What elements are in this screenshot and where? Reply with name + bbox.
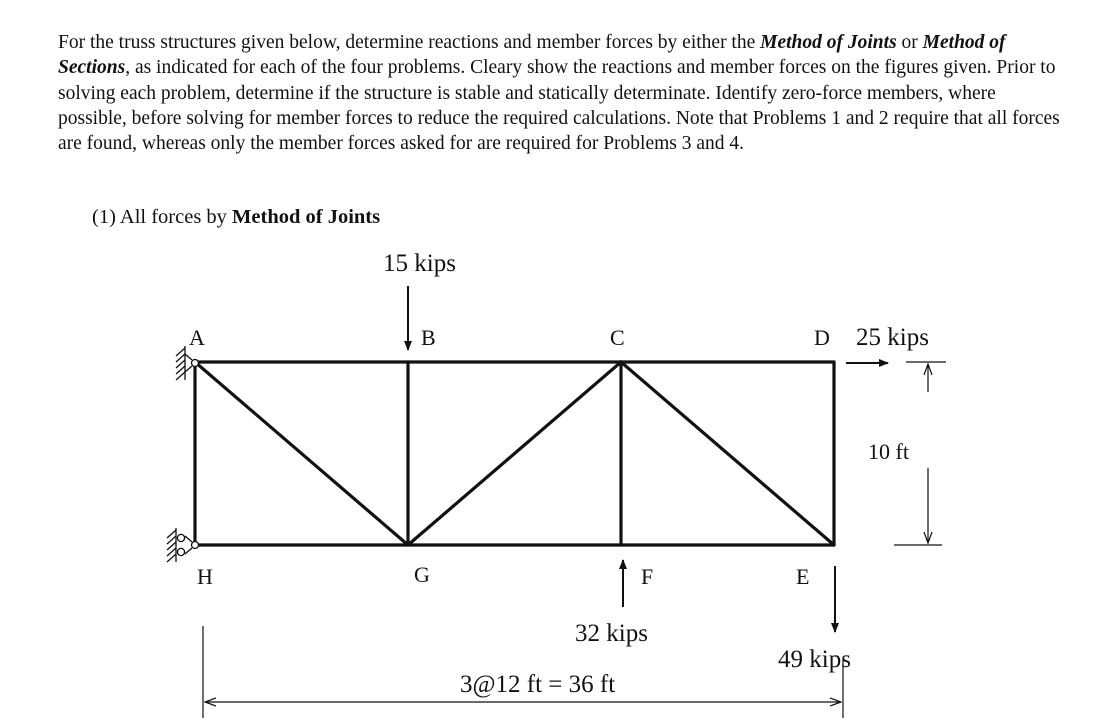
node-label-c: C [610, 325, 625, 350]
node-label-g: G [414, 562, 430, 587]
method-of-joints-label: Method of Joints [760, 32, 897, 53]
load-label-e: 49 kips [778, 646, 851, 673]
node-label-h: H [197, 564, 213, 589]
load-label-f: 32 kips [575, 620, 648, 647]
node-label-e: E [796, 564, 810, 589]
span-label: 3@12 ft = 36 ft [460, 671, 616, 698]
member-gc [408, 362, 621, 545]
problem-1-method: Method of Joints [232, 206, 381, 228]
load-label-b: 15 kips [383, 250, 456, 277]
node-label-b: B [421, 325, 436, 350]
member-ce [621, 362, 834, 545]
node-label-f: F [641, 564, 654, 589]
node-label-d: D [814, 325, 830, 350]
intro-text-3: , as indicated for each of the four problems. Cleary show the reactions and member forces on the figures given. Prior to solving each problem, determine if the structure is stable and statically determinate. Identify zero-force members, where possible, before solving for member forces to reduce the required calculations. Note that Problems 1 and 2 require that all forces are found, whereas only the member forces asked for are required for Problems 3 and 4. [58, 57, 1060, 155]
intro-text-2: or [896, 32, 923, 53]
member-ag [195, 362, 408, 545]
intro-text-1: For the truss structures given below, determine reactions and member forces by either the [58, 32, 761, 53]
method-of-sections-label: Method of Sections [58, 32, 1006, 79]
problem-1-prefix: (1) All forces by [92, 206, 233, 228]
height-label: 10 ft [868, 439, 909, 464]
load-label-d: 25 kips [856, 324, 929, 351]
node-label-a: A [189, 325, 205, 350]
